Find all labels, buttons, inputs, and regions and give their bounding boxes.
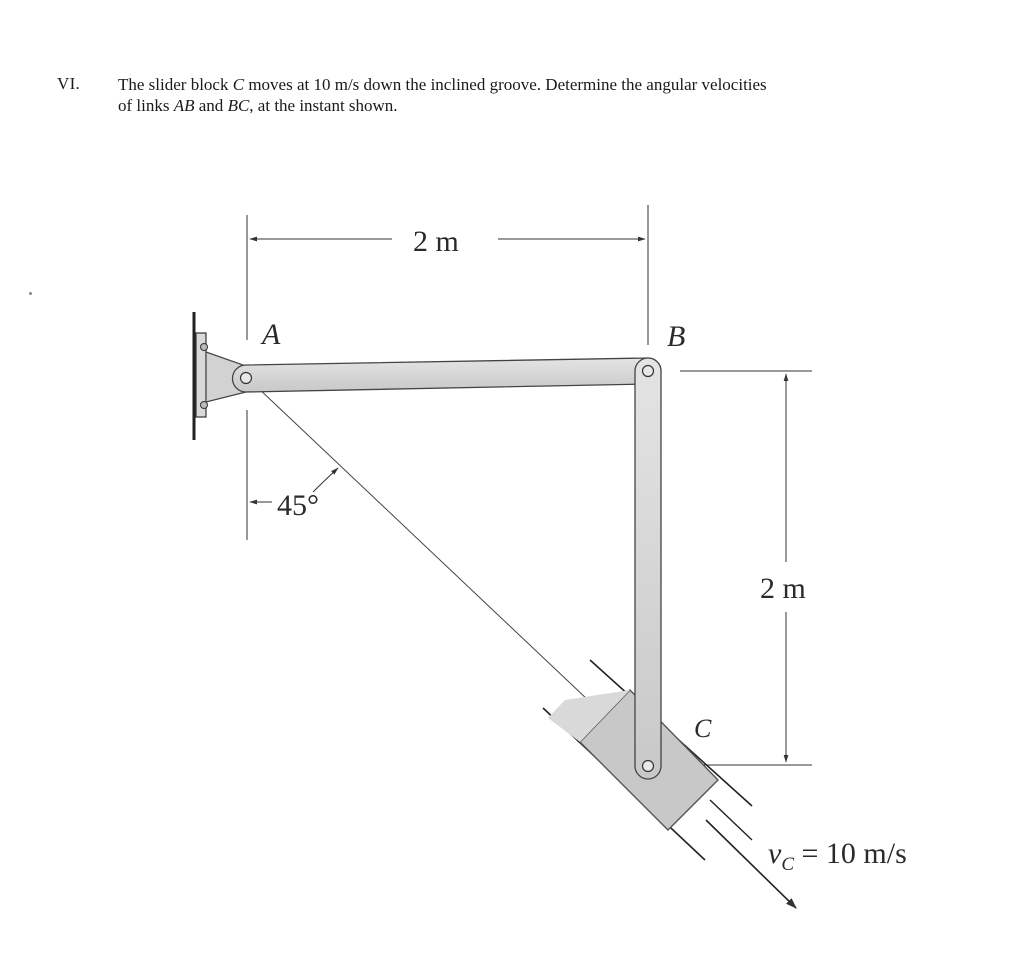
velocity-subscript: C [781,854,795,875]
velocity-symbol: v [768,837,782,870]
velocity-value: = 10 m/s [794,837,907,870]
pin-a [241,373,252,384]
text-segment: The slider block [118,75,233,94]
dimension-lines [247,205,812,765]
label-c: C [694,714,712,743]
label-a: A [262,318,281,351]
pin-b [643,366,654,377]
groove-centerline [256,386,588,700]
dim-horizontal-label: 2 m [413,225,459,258]
angle-label: 45° [277,489,319,522]
variable-c: C [232,75,245,94]
problem-number: VI. [57,74,81,93]
text-segment: , at the instant shown. [249,96,398,115]
text-segment: of links [118,96,174,115]
link-ab [233,358,662,392]
variable-ab: AB [173,96,195,115]
dim-vertical-label: 2 m [760,572,806,605]
pin-c [643,761,654,772]
velocity-label [768,837,907,875]
text-segment: moves at 10 m/s down the inclined groove. Determine the angular velocities [244,75,767,94]
link-bc [635,358,661,779]
label-b: B [667,320,686,353]
text-segment: and [194,96,228,115]
variable-bc: BC [227,96,250,115]
slider-block-c [548,690,718,830]
